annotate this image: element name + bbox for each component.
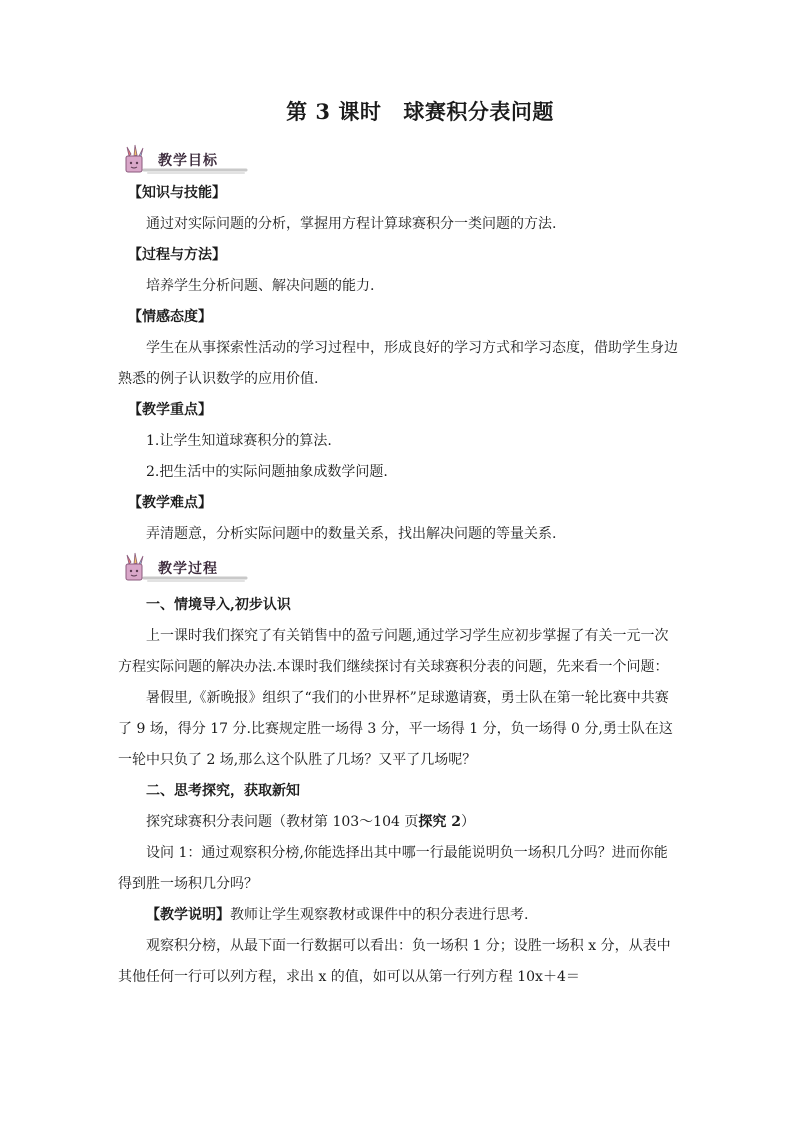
part2-paragraph-1: 探究球赛积分表问题（教材第 103～104 页探究 2） — [146, 814, 475, 830]
objectives-banner-label: 教学目标 — [158, 153, 218, 169]
knowledge-heading: 【知识与技能】 — [128, 185, 226, 201]
process-banner-label: 教学过程 — [158, 561, 218, 577]
knowledge-text: 通过对实际问题的分析，掌握用方程计算球赛积分一类问题的方法. — [146, 216, 557, 232]
process-banner — [120, 552, 248, 584]
title-prefix: 第 3 课时 — [286, 99, 382, 124]
process-section — [118, 590, 678, 993]
key-points-heading: 【教学重点】 — [128, 402, 212, 418]
method-text: 培养学生分析问题、解决问题的能力. — [146, 278, 375, 294]
teaching-note-text: 教师让学生观察教材或课件中的积分表进行思考. — [230, 907, 529, 923]
part2-paragraph-2: 设问 1：通过观察积分榜,你能选择出其中哪一行最能说明负一场积几分吗？进而你能得到胜一场积几分吗？ — [118, 845, 668, 892]
attitude-text: 学生在从事探索性活动的学习过程中，形成良好的学习方式和学习态度，借助学生身边熟悉的例子认识数学的应用价值. — [118, 340, 678, 387]
difficulty-text: 弄清题意，分析实际问题中的数量关系，找出解决问题的等量关系. — [146, 526, 557, 542]
objectives-section — [118, 178, 678, 550]
difficulty-heading: 【教学难点】 — [128, 495, 212, 511]
title-name: 球赛积分表问题 — [403, 99, 554, 124]
part2-paragraph-3: 观察积分榜，从最下面一行数据可以看出：负一场积 1 分；设胜一场积 x 分，从表中其他任何一行可以列方程，求出 x 的值，如可以从第一行列方程 10x＋4＝ — [118, 938, 671, 985]
part1-heading: 一、情境导入,初步认识 — [146, 597, 291, 613]
part1-paragraph-2: 暑假里,《新晚报》组织了“我们的小世界杯”足球邀请赛，勇士队在第一轮比赛中共赛了 9 场，得分 17 分.比赛规定胜一场得 3 分，平一场得 1 分，负一场得 0 分,勇士队在这一轮中只负了 2 场,那么这个队胜了几场？又平了几场呢？ — [118, 690, 673, 768]
attitude-heading: 【情感态度】 — [128, 309, 212, 325]
page-title — [0, 96, 794, 126]
method-heading: 【过程与方法】 — [128, 247, 226, 263]
key-point-1: 1.让学生知道球赛积分的算法. — [146, 433, 332, 449]
objectives-banner — [120, 144, 248, 176]
part1-paragraph-1: 上一课时我们探究了有关销售中的盈亏问题,通过学习学生应初步掌握了有关一元一次方程实际问题的解决办法.本课时我们继续探讨有关球赛积分表的问题，先来看一个问题： — [118, 628, 669, 675]
teaching-note — [118, 900, 678, 931]
key-point-2: 2.把生活中的实际问题抽象成数学问题. — [146, 464, 388, 480]
part2-heading: 二、思考探究，获取新知 — [146, 783, 300, 799]
teaching-note-label: 【教学说明】 — [146, 907, 230, 923]
